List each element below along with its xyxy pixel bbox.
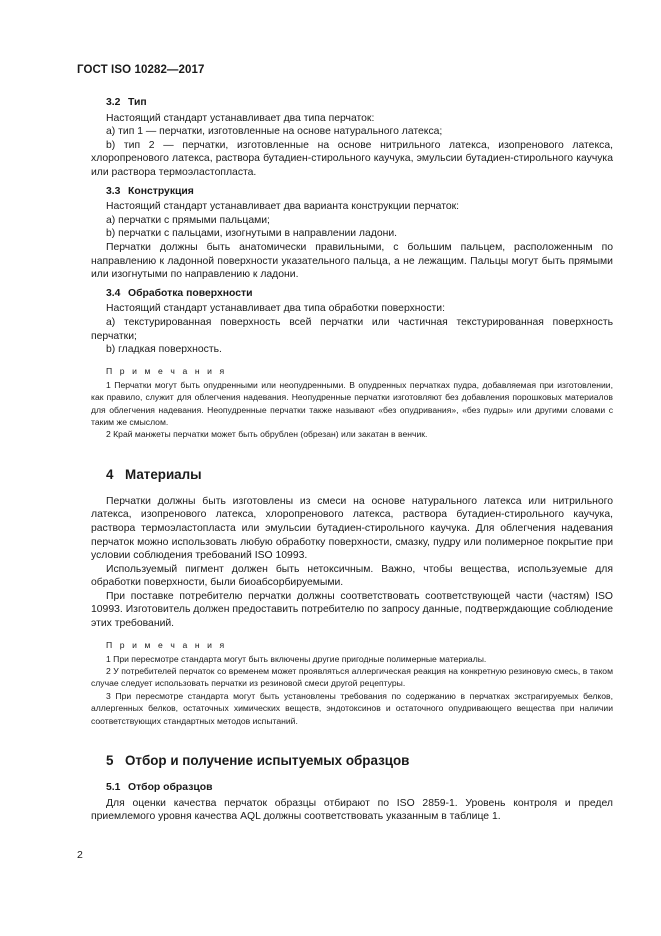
- paragraph: Настоящий стандарт устанавливает два типа перчаток:: [106, 112, 375, 124]
- paragraph: Используемый пигмент должен быть нетоксичным. Важно, чтобы вещества, используемые для обработки поверхности, были биоабсорбируемыми.: [91, 563, 613, 589]
- notes-heading: П р и м е ч а н и я: [106, 639, 227, 650]
- note: 2 У потребителей перчаток со временем может проявляться аллергическая реакция на конкретную резиновую смесь, в таком случае следует использовать перчатки из резиновой смеси другой рецептуры.: [91, 666, 613, 689]
- paragraph: Перчатки должны быть изготовлены из смеси на основе натурального латекса или нитрильного латекса, изопренового латекса, хлоропренового латекса, раствора бутадиен-стирольного каучука, раствора термоэластопласта или эмульсии бутадиен-стирольного каучука. Для облегчения надевания перчаток можно использовать любую обработку поверхности, смазку, пудру или полимерное покрытие при условии соблюдения требований ISO 10993.: [91, 495, 613, 562]
- list-item: a) текстурированная поверхность всей перчатки или частичная текстурированная поверхность перчатки;: [91, 316, 613, 342]
- section-title: Тип: [128, 97, 147, 108]
- note: 1 При пересмотре стандарта могут быть включены другие пригодные полимерные материалы.: [106, 653, 487, 664]
- standard-header: ГОСТ ISO 10282—2017: [77, 64, 205, 76]
- section-number: 3.4: [106, 287, 121, 299]
- note: 2 Край манжеты перчатки может быть обрублен (обрезан) или закатан в венчик.: [106, 429, 428, 440]
- list-item: b) гладкая поверхность.: [106, 344, 222, 356]
- section-number: 3.3: [106, 185, 121, 197]
- list-item: b) перчатки с пальцами, изогнутыми в направлении ладони.: [106, 228, 398, 240]
- note: 1 Перчатки могут быть опудренными или неопудренными. В опудренных перчатках пудра, добавляемая при изготовлении, как правило, служит для облегчения надевания. Неопудренные перчатки изготовляют без добавления порошковых материалов для облегчения надевания. Неопудренные перчатки также называют «без опудривания», «без пудры» или другими словами с таким же смыслом.: [91, 379, 613, 427]
- section-5-heading: [106, 753, 613, 769]
- list-item: a) перчатки с прямыми пальцами;: [106, 214, 270, 226]
- section-number: 4: [106, 466, 114, 482]
- section-title: Отбор образцов: [128, 782, 213, 794]
- note: 3 При пересмотре стандарта могут быть установлены требования по содержанию в перчатках экстрагируемых белков, аллергенных белков, остаточных химических веществ, эндотоксинов и остаточного опудривающего вещества при наличии соответствующих стандартных методов испытаний.: [91, 690, 613, 726]
- section-title: Материалы: [125, 466, 202, 482]
- section-4-heading: [106, 467, 613, 483]
- section-number: 3.2: [106, 97, 121, 108]
- paragraph: Для оценки качества перчаток образцы отбирают по ISO 2859-1. Уровень контроля и предел приемлемого уровня качества AQL должны соответствовать указанным в таблице 1.: [91, 797, 613, 823]
- section-3-3-heading: [106, 185, 613, 199]
- section-number: 5.1: [106, 782, 121, 794]
- list-item: b) тип 2 — перчатки, изготовленные на основе нитрильного латекса, изопренового латекса, хлоропренового латекса, раствора бутадиен-стирольного каучука, эмульсии бутадиен-стирольного каучука или раствора термоэластопласта.: [91, 139, 613, 178]
- list-item: a) тип 1 — перчатки, изготовленные на основе натурального латекса;: [106, 126, 443, 138]
- paragraph: Настоящий стандарт устанавливает два варианта конструкции перчаток:: [106, 201, 460, 213]
- page-content: [91, 96, 613, 824]
- section-title: Конструкция: [128, 185, 194, 197]
- notes-heading: П р и м е ч а н и я: [106, 365, 227, 376]
- section-3-4-heading: [106, 287, 613, 301]
- page-number: 2: [77, 849, 83, 861]
- paragraph: При поставке потребителю перчатки должны соответствовать соответствующей части (частям) ISO 10993. Изготовитель должен предоставить потребителю по запросу данные, подтверждающие соблюдение этих требований.: [91, 590, 613, 630]
- section-number: 5: [106, 753, 114, 769]
- section-5-1-heading: [106, 781, 613, 795]
- section-3-2-heading: [106, 96, 613, 110]
- paragraph: Перчатки должны быть анатомически правильными, с большим пальцем, расположенным по направлению к ладонной поверхности указательного пальца, а не лежащим. Пальцы могут быть прямыми или изогнутыми по направлению к ладони.: [91, 241, 613, 281]
- section-title: Обработка поверхности: [128, 287, 253, 299]
- section-title: Отбор и получение испытуемых образцов: [125, 753, 410, 769]
- paragraph: Настоящий стандарт устанавливает два типа обработки поверхности:: [106, 303, 445, 315]
